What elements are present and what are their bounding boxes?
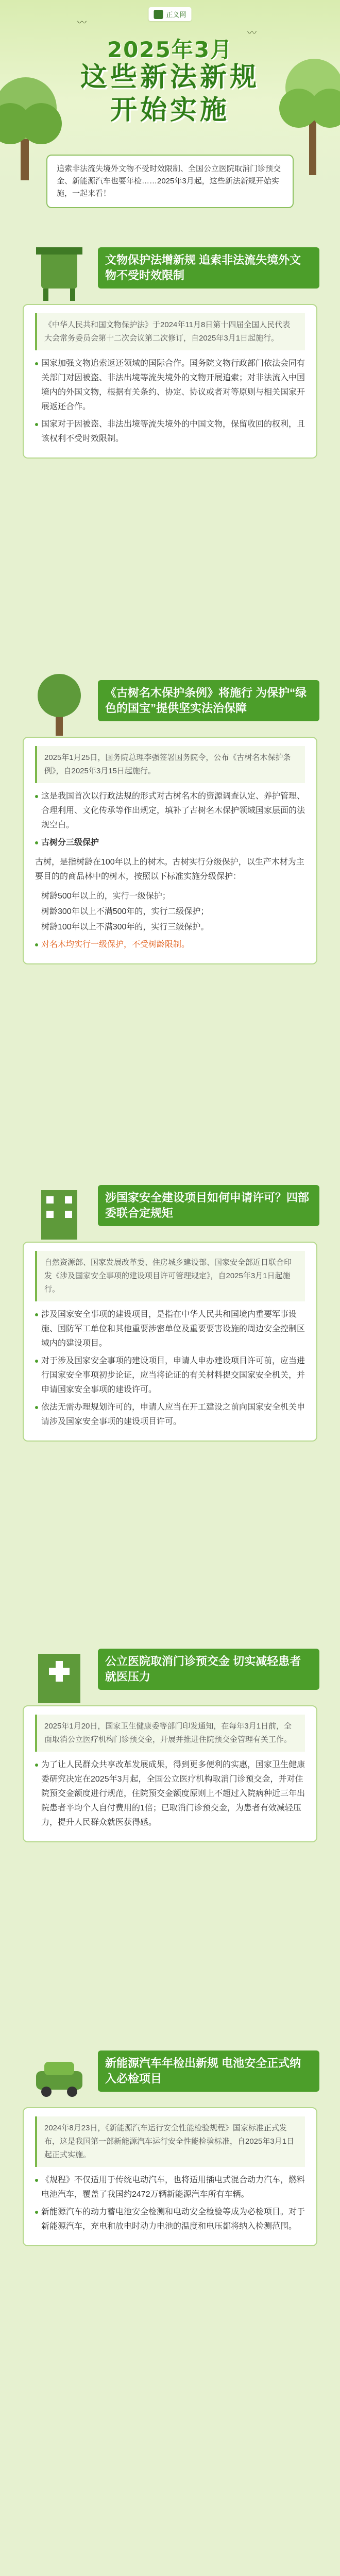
section-title: 文物保护法增新规 追索非法流失境外文物不受时效限制 [98, 247, 319, 289]
year-title: 2025年3月 [107, 37, 233, 62]
section-title: 公立医院取消门诊预交金 切实减轻患者就医压力 [98, 1649, 319, 1690]
section-paragraph: 国家加强文物追索返还领域的国际合作。国务院文物行政部门依法会同有关部门对因被盗、非法出境等流失境外的文物开展追索；对非法流入中国境内的外国文物，根据有关条约、协定、协议或者对等原则与相关国家开展返还合作。 [41, 357, 305, 414]
protection-level: 树龄300年以上不满500年的，实行二级保护； [41, 907, 209, 916]
protection-level: 树龄500年以上的，实行一级保护； [41, 892, 171, 901]
site-logo[interactable] [148, 7, 191, 21]
section-paragraph: 涉及国家安全事项的建设项目，是指在中华人民共和国境内重要军事设施、国防军工单位和其他重要涉密单位及重要要害设施的周边安全控制区域内的建设项目。 [41, 1308, 305, 1351]
highlight-note: 对名木均实行一级保护，不受树龄限制。 [41, 938, 305, 952]
main-title-line1: 这些新法新规 [80, 62, 260, 93]
section-paragraph: 为了让人民群众共享改革发展成果，得到更多便利的实惠，国家卫生健康委研究决定在2025年3月起，全国公立医疗机构取消门诊预交金，并对住院预交金额度进行规范，住院预交金额度原则上不超过入院病种近三年出院患者平均个人自付费用的1倍；已取消门诊预交金，为患者有效减轻压力，提升人民群众就医获得感。 [41, 1758, 305, 1830]
section-paragraph: 国家对于因被盗、非法出境等流失境外的中国文物，保留收回的权利，且该权利不受时效限制。 [41, 417, 305, 446]
section-title: 涉国家安全建设项目如何申请许可？四部委联合定规矩 [98, 1185, 319, 1226]
section-quote: 2025年1月25日，国务院总理李强签署国务院令，公布《古树名木保护条例》，自2025年3月15日起施行。 [35, 746, 305, 783]
bronze-vessel-icon [31, 237, 88, 304]
section-body [23, 737, 317, 964]
section-paragraph: 古树，是指树龄在100年以上的树木。古树实行分级保护，以生产木材为主要目的的商品林中的树木，按照以下标准实施分级保护： [35, 858, 304, 881]
section-national-security [0, 1175, 340, 1442]
section-body [23, 1242, 317, 1442]
section-quote: 自然资源部、国家发展改革委、住房城乡建设部、国家安全部近日联合印发《涉及国家安全事项的建设项目许可管理规定》，自2025年3月1日起施行。 [35, 1251, 305, 1301]
section-body [23, 304, 317, 459]
intro-box: 追索非法流失境外文物不受时效限制、全国公立医院取消门诊预交金、新能源汽车也要年检……2025年3月起，这些新法新规开始实施，一起来看！ [46, 155, 294, 208]
site-logo-text: 正义网 [166, 11, 186, 19]
section-quote: 2024年8月23日，《新能源汽车运行安全性能检验规程》国家标准正式发布，这是我国第一部新能源汽车运行安全性能检验标准，自2025年3月1日起正式实施。 [35, 2116, 305, 2167]
section-quote: 2025年1月20日，国家卫生健康委等部门印发通知，在每年3月1日前，全面取消公立医疗机构门诊预交金，开展并推进住院预交金管理有关工作。 [35, 1715, 305, 1752]
building-icon [31, 1175, 88, 1242]
section-quote: 《中华人民共和国文物保护法》于2024年11月8日第十四届全国人民代表大会常务委员会第十二次会议第二次修订，自2025年3月1日起施行。 [35, 313, 305, 350]
section-paragraph: 这是我国首次以行政法规的形式对古树名木的资源调查认定、养护管理、合理利用、文化传承等作出规定，填补了古树名木保护领域国家层面的法规空白。 [41, 789, 305, 833]
logo-icon [154, 10, 163, 19]
section-paragraph: 依法无需办理规划许可的，申请人应当在开工建设之前向国家安全机关申请涉及国家安全事项的建设项目许可。 [41, 1400, 305, 1429]
section-subheading: 古树分三级保护 [41, 836, 305, 850]
section-paragraph: 《规程》不仅适用于传统电动汽车，也将适用插电式混合动力汽车，燃料电池汽车，覆盖了我国约2472万辆新能源汽车所有车辆。 [41, 2173, 305, 2202]
hospital-icon [31, 1638, 88, 1705]
section-paragraph: 新能源汽车的动力蓄电池安全检测和电动安全检验等成为必检项目。对于新能源汽车，充电和放电时动力电池的温度和电压都将纳入检测范围。 [41, 2205, 305, 2234]
section-hospital-deposit [0, 1638, 340, 1842]
bird-icon: 〰 [247, 28, 257, 38]
ev-car-icon [31, 2040, 88, 2107]
section-paragraph: 对于涉及国家安全事项的建设项目，申请人申办建设项目许可前，应当进行国家安全事项初步论证，应当将论证的有关材料提交国家安全机关，并申请国家安全事项的建设许可。 [41, 1354, 305, 1397]
section-title: 新能源汽车年检出新规 电池安全正式纳入必检项目 [98, 2050, 319, 2092]
section-title: 《古树名木保护条例》将施行 为保护“绿色的国宝”提供坚实法治保障 [98, 680, 319, 721]
main-title [0, 61, 340, 127]
ancient-tree-icon [31, 670, 88, 737]
section-body [23, 1705, 317, 1842]
main-title-line2: 开始实施 [110, 95, 230, 126]
section-cultural-relics [0, 237, 340, 459]
section-ev-inspection [0, 2040, 340, 2246]
section-body [23, 2107, 317, 2246]
bird-icon: 〰 [77, 18, 87, 28]
section-ancient-trees [0, 670, 340, 964]
protection-level: 树龄100年以上不满300年的，实行三级保护。 [41, 923, 209, 931]
